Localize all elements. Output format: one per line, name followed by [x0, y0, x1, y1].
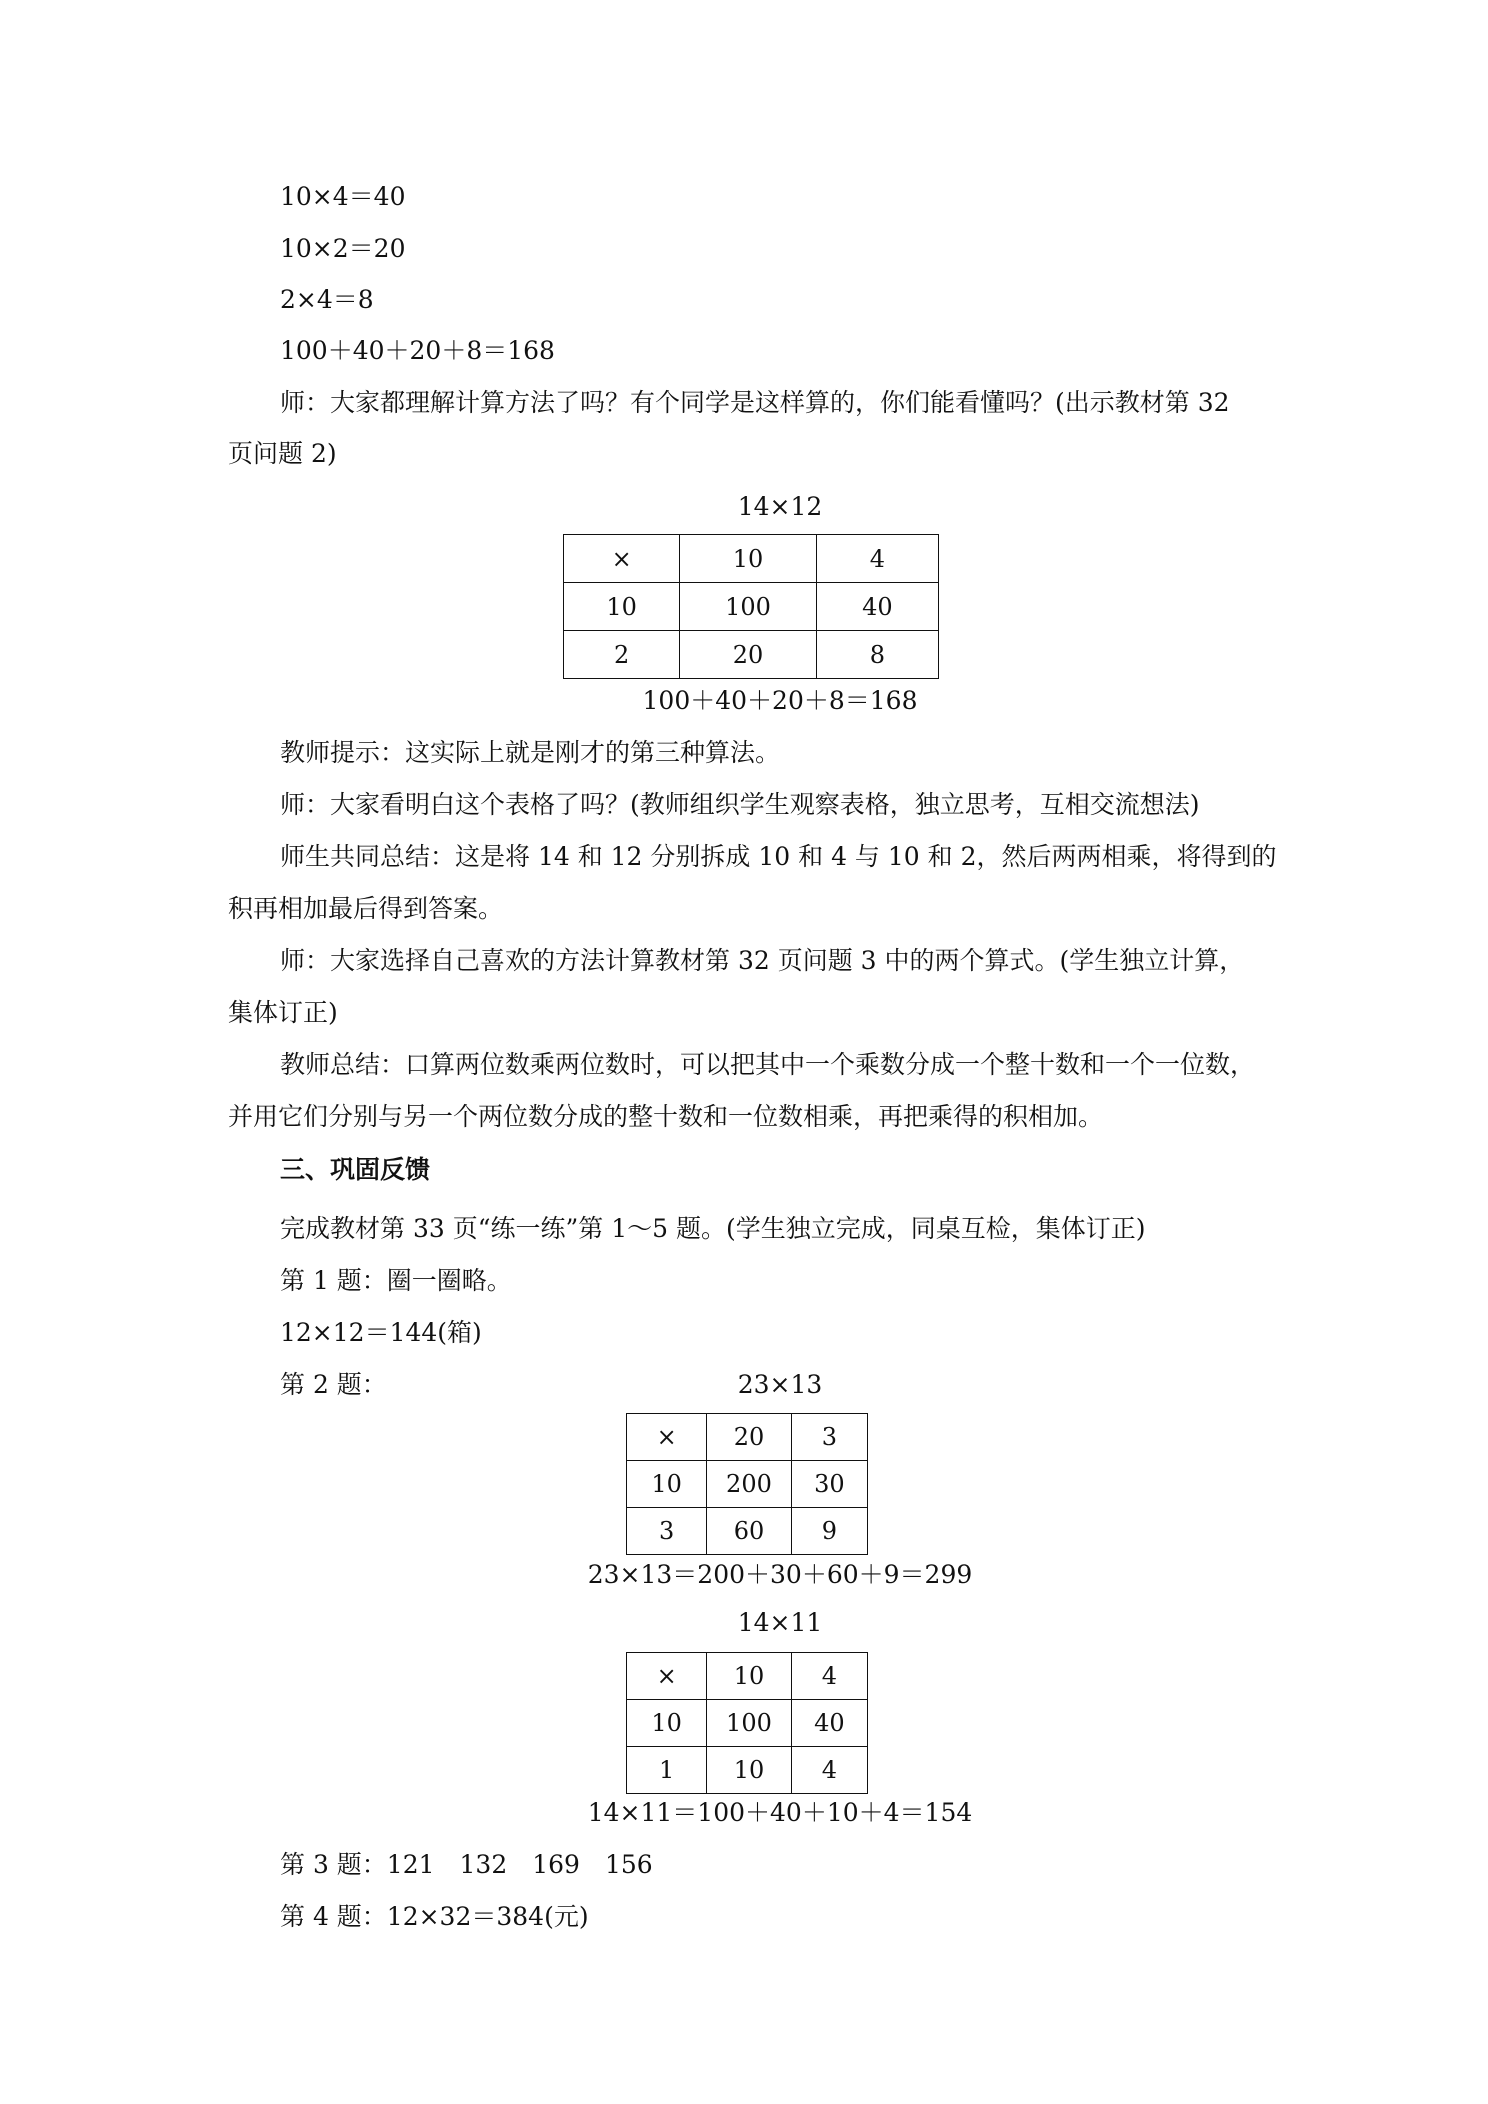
table-cell: 4 [791, 1747, 867, 1794]
exercise-line: 第 1 题：圈一圈略。 [280, 1266, 512, 1295]
multiplication-table [626, 1652, 868, 1794]
table-cell: 10 [564, 583, 680, 631]
table-cell: 8 [816, 631, 938, 679]
multiplication-table [626, 1413, 868, 1555]
table-title: 14×11 [737, 1608, 823, 1637]
calc-line: 2×4＝8 [280, 285, 374, 314]
paragraph-line: 集体订正) [228, 998, 338, 1027]
calc-line: 10×2＝20 [280, 234, 406, 263]
paragraph-line: 完成教材第 33 页“练一练”第 1～5 题。(学生独立完成，同桌互检，集体订正) [280, 1214, 1146, 1243]
table-cell: 2 [564, 631, 680, 679]
exercise-line: 第 3 题：121 132 169 156 [280, 1850, 653, 1879]
paragraph-line: 积再相加最后得到答案。 [228, 894, 504, 923]
section-heading: 三、巩固反馈 [280, 1155, 431, 1184]
table-result: 23×13＝200＋30＋60＋9＝299 [587, 1560, 973, 1589]
table-title: 23×13 [737, 1370, 823, 1399]
paragraph-line: 页问题 2) [228, 439, 337, 468]
table-cell: × [564, 535, 680, 583]
exercise-line: 第 4 题：12×32＝384(元) [280, 1902, 589, 1931]
table-result: 100＋40＋20＋8＝168 [642, 686, 918, 715]
table-cell: 10 [707, 1747, 791, 1794]
calc-line: 100＋40＋20＋8＝168 [280, 336, 555, 365]
table-cell: 20 [707, 1414, 791, 1461]
exercise-line: 第 2 题： [280, 1370, 387, 1399]
table-cell: × [627, 1653, 707, 1700]
table-cell: 10 [627, 1461, 707, 1508]
table-cell: 10 [627, 1700, 707, 1747]
table-cell: 100 [680, 583, 816, 631]
paragraph-line: 师生共同总结：这是将 14 和 12 分别拆成 10 和 4 与 10 和 2，然后两两相乘，将得到的 [280, 842, 1277, 871]
table-cell: 9 [791, 1508, 867, 1555]
paragraph-line: 并用它们分别与另一个两位数分成的整十数和一位数相乘，再把乘得的积相加。 [228, 1102, 1104, 1131]
paragraph-line: 教师总结：口算两位数乘两位数时，可以把其中一个乘数分成一个整十数和一个一位数， [280, 1050, 1256, 1079]
multiplication-table [563, 534, 939, 679]
paragraph-line: 师：大家看明白这个表格了吗？(教师组织学生观察表格，独立思考，互相交流想法) [280, 790, 1200, 819]
table-cell: 1 [627, 1747, 707, 1794]
table-cell: 4 [791, 1653, 867, 1700]
table-cell: 10 [680, 535, 816, 583]
paragraph-line: 师：大家都理解计算方法了吗？有个同学是这样算的，你们能看懂吗？(出示教材第 32 [280, 388, 1230, 417]
table-cell: × [627, 1414, 707, 1461]
table-result: 14×11＝100＋40＋10＋4＝154 [587, 1798, 973, 1827]
calc-line: 10×4＝40 [280, 182, 406, 211]
table-cell: 10 [707, 1653, 791, 1700]
table-cell: 100 [707, 1700, 791, 1747]
table-cell: 40 [816, 583, 938, 631]
table-title: 14×12 [737, 492, 823, 521]
table-cell: 4 [816, 535, 938, 583]
table-cell: 30 [791, 1461, 867, 1508]
table-cell: 60 [707, 1508, 791, 1555]
paragraph-line: 师：大家选择自己喜欢的方法计算教材第 32 页问题 3 中的两个算式。(学生独立计算， [280, 946, 1245, 975]
table-cell: 3 [627, 1508, 707, 1555]
table-cell: 40 [791, 1700, 867, 1747]
paragraph-line: 教师提示：这实际上就是刚才的第三种算法。 [280, 738, 781, 767]
table-cell: 20 [680, 631, 816, 679]
exercise-line: 12×12＝144(箱) [280, 1318, 482, 1347]
table-cell: 3 [791, 1414, 867, 1461]
table-cell: 200 [707, 1461, 791, 1508]
